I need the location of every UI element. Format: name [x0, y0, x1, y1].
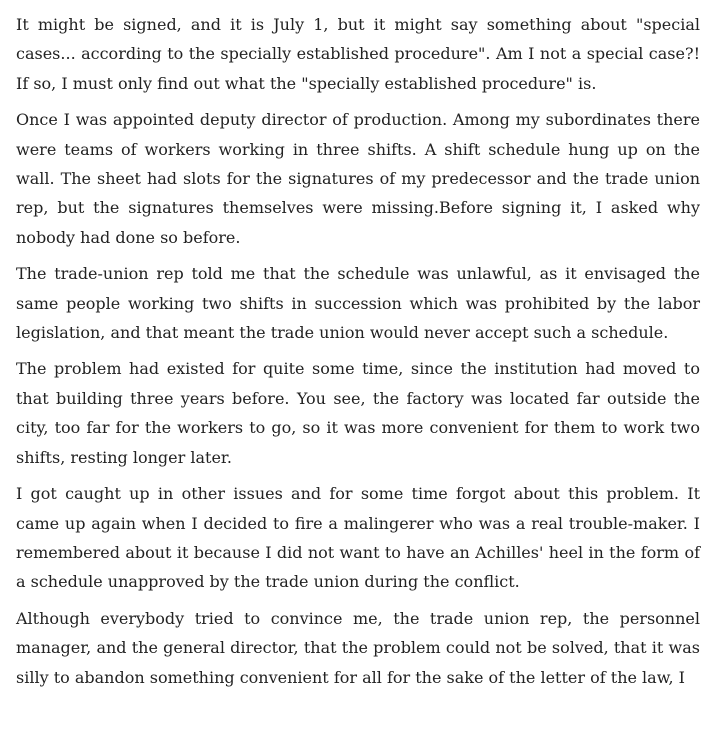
paragraph: The trade-union rep told me that the schedule was unlawful, as it envisaged the same people working two shifts in succession which was prohibited by the labor legislation, and that meant the trade union would never accept such a schedule.	[16, 264, 700, 343]
paragraph: The problem had existed for quite some time, since the institution had moved to that building three years before. You see, the factory was located far outside the city, too far for the workers to go, so it was more convenient for them to work two shifts, resting longer later.	[16, 359, 700, 467]
paragraph: It might be signed, and it is July 1, but it might say something about "special cases... according to the specially established procedure". Am I not a special case?! If so, I must only find out what the "specially established procedure" is.	[16, 15, 700, 93]
paragraph: Once I was appointed deputy director of production. Among my subordinates there were teams of workers working in three shifts. A shift schedule hung up on the wall. The sheet had slots for the signatures of my predecessor and the trade union rep, but the signatures themselves were missing.Before signing it, I asked why nobody had done so before.	[16, 110, 700, 247]
paragraph: I got caught up in other issues and for some time forgot about this problem. It came up again when I decided to fire a malingerer who was a real trouble-maker. I remembered about it because I did not want to have an Achilles' heel in the form of a schedule unapproved by the trade union during the conflict.	[16, 484, 700, 592]
paragraph: Although everybody tried to convince me, the trade union rep, the personnel manager, and the general director, that the problem could not be solved, that it was silly to abandon something convenient for all for the sake of the letter of the law, I	[16, 608, 700, 687]
